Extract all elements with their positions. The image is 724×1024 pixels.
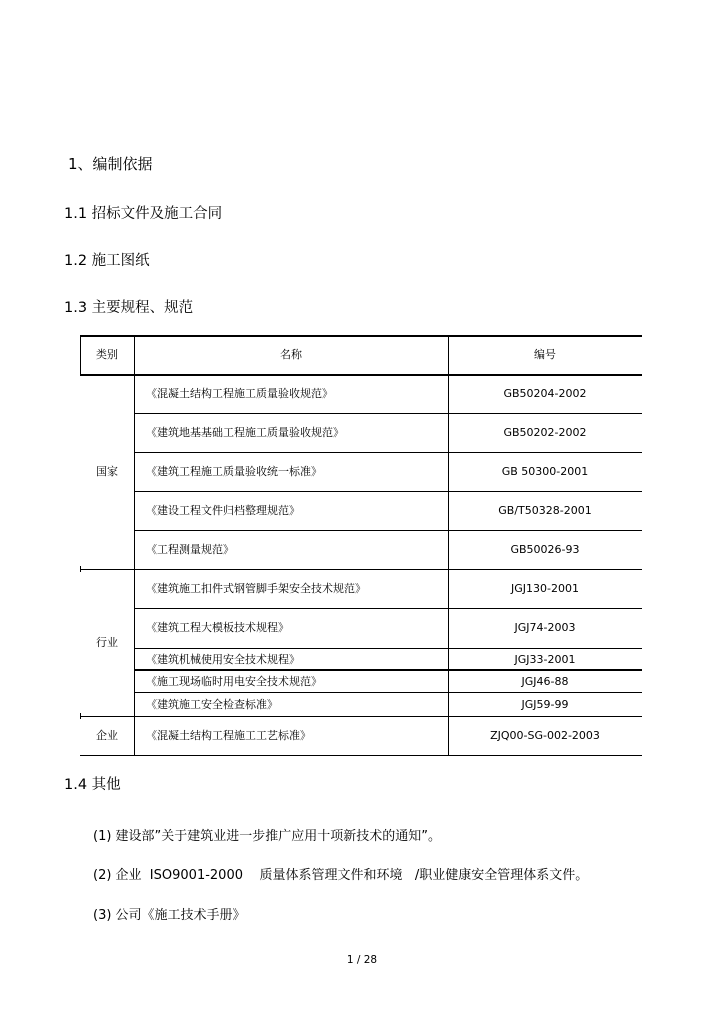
header-number: 编号 — [534, 348, 556, 361]
table-row-name: 《混凝土结构工程施工质量验收规范》 — [146, 387, 333, 400]
table-rule — [134, 669, 642, 671]
subsection-heading: 1.1 招标文件及施工合同 — [64, 206, 223, 222]
table-row-number: JGJ59-99 — [521, 698, 569, 711]
table-rule — [134, 335, 135, 756]
table-rule — [134, 452, 642, 453]
table-row-name: 《工程测量规范》 — [146, 543, 234, 556]
table-rule — [134, 692, 642, 693]
table-row-name: 《建筑工程施工质量验收统一标准》 — [146, 465, 322, 478]
table-row-name: 《施工现场临时用电安全技术规范》 — [146, 675, 322, 688]
table-row-name: 《建筑地基基础工程施工质量验收规范》 — [146, 426, 344, 439]
table-row-name: 《建筑施工安全检查标准》 — [146, 698, 278, 711]
table-rule — [134, 530, 642, 531]
table-rule — [80, 566, 81, 572]
section-heading: 1、编制依据 — [68, 155, 153, 173]
table-row-name: 《混凝土结构工程施工工艺标准》 — [146, 729, 311, 742]
table-rule — [134, 608, 642, 609]
table-row-name: 《建筑工程大模板技术规程》 — [146, 621, 289, 634]
table-rule — [80, 335, 642, 337]
list-item: (1) 建设部”关于建筑业进一步推广应用十项新技术的通知”。 — [93, 829, 442, 844]
subsection-heading: 1.4 其他 — [64, 777, 121, 793]
header-category: 类别 — [96, 348, 118, 361]
subsection-heading: 1.2 施工图纸 — [64, 253, 150, 269]
page-number: 1 / 28 — [346, 954, 378, 966]
table-rule — [80, 716, 642, 717]
table-row-number: GB50202-2002 — [503, 426, 587, 439]
table-row-name: 《建筑施工扣件式钢管脚手架安全技术规范》 — [146, 582, 366, 595]
header-name: 名称 — [280, 348, 302, 361]
table-rule — [80, 713, 81, 719]
table-row-number: ZJQ00-SG-002-2003 — [490, 729, 600, 742]
table-rule — [80, 374, 642, 376]
table-rule — [134, 491, 642, 492]
table-rule — [80, 569, 642, 570]
table-row-number: JGJ74-2003 — [514, 621, 576, 634]
table-row-name: 《建筑机械使用安全技术规程》 — [146, 653, 300, 666]
table-row-name: 《建设工程文件归档整理规范》 — [146, 504, 300, 517]
table-row-number: JGJ130-2001 — [511, 582, 579, 595]
table-row-number: JGJ46-88 — [521, 675, 569, 688]
group-enterprise: 企业 — [96, 729, 118, 742]
table-row-number: GB 50300-2001 — [501, 465, 589, 478]
table-rule — [134, 413, 642, 414]
table-rule — [80, 755, 642, 756]
table-row-number: GB/T50328-2001 — [498, 504, 592, 517]
list-item: (3) 公司《施工技术手册》 — [93, 908, 246, 923]
list-item: (2) 企业 ISO9001-2000 质量体系管理文件和环境 /职业健康安全管理体系文件。 — [93, 868, 589, 883]
table-row-number: GB50026-93 — [510, 543, 580, 556]
table-rule — [134, 648, 642, 649]
subsection-heading: 1.3 主要规程、规范 — [64, 300, 194, 316]
group-industry: 行业 — [96, 636, 118, 649]
table-row-number: JGJ33-2001 — [514, 653, 576, 666]
table-row-number: GB50204-2002 — [503, 387, 587, 400]
group-national: 国家 — [96, 465, 118, 478]
